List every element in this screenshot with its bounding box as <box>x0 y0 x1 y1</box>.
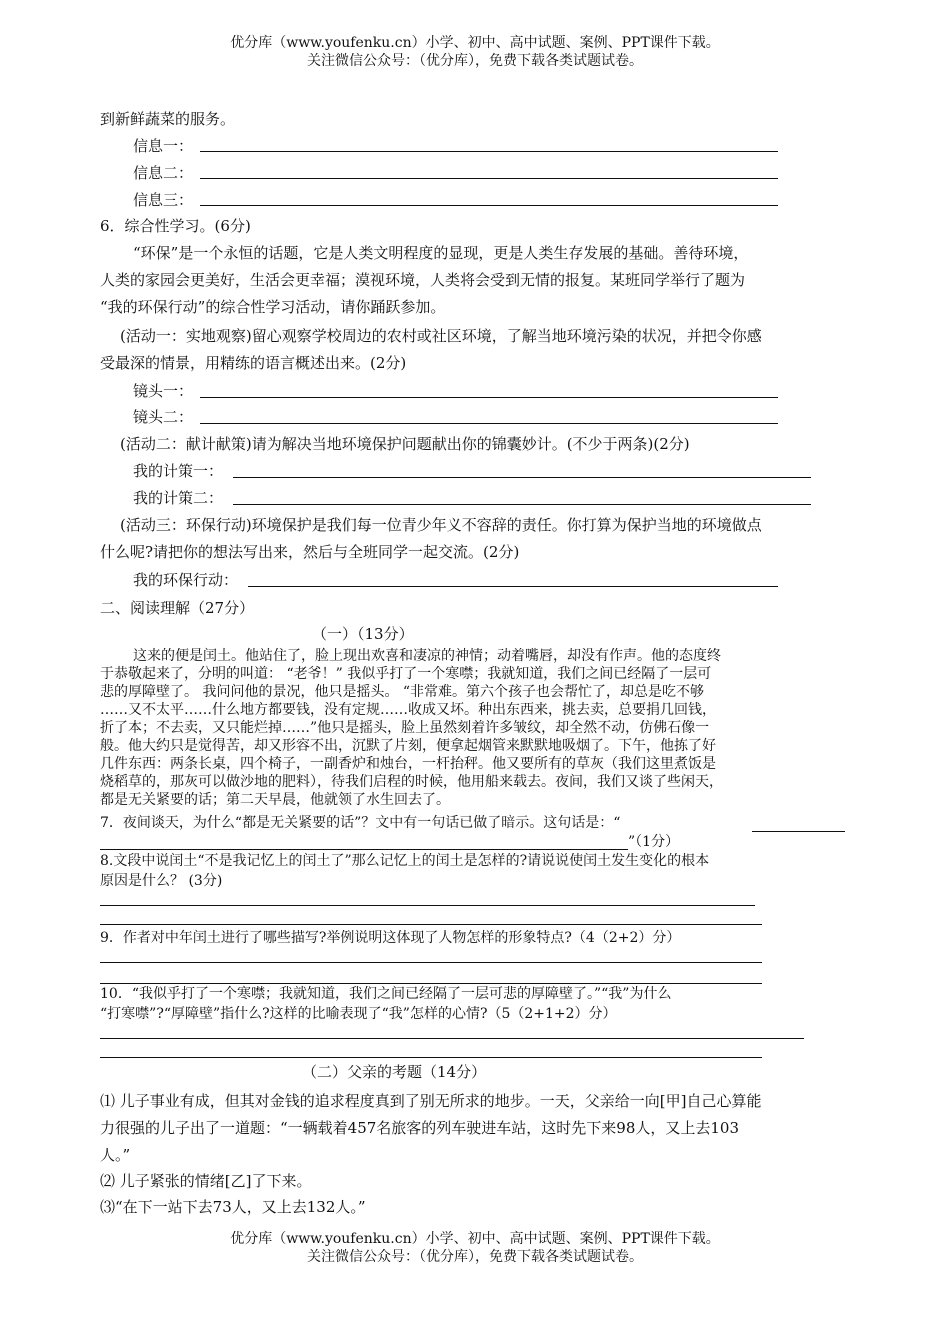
activity1-line: (活动一：实地观察)留心观察学校周边的农村或社区环境，了解当地环境污染的状况，并把令你感 <box>120 327 762 345</box>
activity2-line: (活动二：献计献策)请为解决当地环境保护问题献出你的锦囊妙计。(不少于两条)(2分) <box>120 435 690 453</box>
answer-line <box>200 397 778 398</box>
info-label-2: 信息二： <box>133 164 194 182</box>
answer-line <box>100 905 755 906</box>
q8-line: 原因是什么？ (3分) <box>100 873 223 889</box>
passage-line: ……又不太平……什么地方都要钱，没有定规……收成又坏。种出东西来，挑去卖，总要捐几回钱， <box>100 702 716 718</box>
part2-title: （二）父亲的考题（14分） <box>302 1063 487 1081</box>
answer-line <box>200 151 778 152</box>
q5-tail: 到新鲜蔬菜的服务。 <box>100 110 236 128</box>
passage-line: 般。他大约只是觉得苦，却又形容不出，沉默了片刻，便拿起烟管来默默地吸烟了。下午，他拣了好 <box>100 738 716 754</box>
answer-line <box>100 1057 762 1058</box>
plan-label-1: 我的计策一： <box>133 462 224 480</box>
q6-intro-line: “我的环保行动”的综合性学习活动，请你踊跃参加。 <box>100 298 446 316</box>
activity3-line: 什么呢?请把你的想法写出来，然后与全班同学一起交流。(2分) <box>100 543 520 561</box>
passage-line: 烧稻草的，那灰可以做沙地的肥料），待我们启程的时候，他用船来载去。夜间，我们又谈了些闲天， <box>100 774 723 790</box>
shot-label-2: 镜头二： <box>133 408 194 426</box>
answer-line <box>100 983 762 984</box>
part2-line: ⑶“在下一站下去73人，又上去132人。” <box>100 1198 366 1216</box>
q10-line: “打寒噤”?“厚障壁”指什么?这样的比喻表现了“我”怎样的心情?（5（2+1+2）分） <box>100 1006 617 1022</box>
q6-intro-line: “环保”是一个永恒的话题，它是人类文明程度的显现，更是人类生存发展的基础。善待环境， <box>133 244 749 262</box>
passage-line: 几件东西：两条长桌，四个椅子，一副香炉和烛台，一杆抬秤。他又要所有的草灰（我们这里煮饭是 <box>100 756 716 772</box>
part2-line: 力很强的儿子出了一道题：“一辆载着457名旅客的列车驶进车站，这时先下来98人，又上去103 <box>100 1119 740 1137</box>
q10-line: 10．“我似乎打了一个寒噤；我就知道，我们之间已经隔了一层可悲的厚障壁了。”“我”为什么 <box>100 986 672 1002</box>
passage-line: 于恭敬起来了，分明的叫道： “老爷！” 我似乎打了一个寒噤；我就知道，我们之间已经隔了一层可 <box>100 666 712 682</box>
q8-line: 8.文段中说闰土“不是我记忆上的闰土了”那么记忆上的闰土是怎样的?请说说使闰土发生变化的根本 <box>100 853 710 869</box>
answer-line <box>752 831 845 832</box>
answer-line <box>248 586 778 587</box>
answer-line <box>233 504 811 505</box>
q7-text: 7．夜间谈天，为什么“都是无关紧要的话”？文中有一句话已做了暗示。这句话是：“ <box>100 815 621 831</box>
answer-line <box>200 205 778 206</box>
passage-line: 这来的便是闰土。他站住了，脸上现出欢喜和凄凉的神情；动着嘴唇，却没有作声。他的态度终 <box>133 648 721 664</box>
footer-line-1: 优分库（www.youfenku.cn）小学、初中、高中试题、案例、PPT课件下载。 <box>230 1231 720 1247</box>
info-label-3: 信息三： <box>133 191 194 209</box>
answer-line <box>233 477 811 478</box>
action-label: 我的环保行动： <box>133 571 239 589</box>
passage-line: 悲的厚障壁了。 我问问他的景况，他只是摇头。 “非常难。第六个孩子也会帮忙了，却总是吃不够 <box>100 684 705 700</box>
footer-line-2: 关注微信公众号：（优分库），免费下载各类试题试卷。 <box>307 1249 643 1265</box>
plan-label-2: 我的计策二： <box>133 489 224 507</box>
answer-line <box>200 178 778 179</box>
answer-line <box>100 962 762 963</box>
answer-line <box>100 849 628 850</box>
activity1-line: 受最深的情景，用精练的语言概述出来。(2分) <box>100 354 407 372</box>
answer-line <box>200 423 778 424</box>
q7-tail: ”（1分） <box>628 834 680 850</box>
header-line-2: 关注微信公众号：（优分库），免费下载各类试题试卷。 <box>307 53 643 69</box>
answer-line <box>100 1038 804 1039</box>
info-label-1: 信息一： <box>133 137 194 155</box>
part2-line: 人。” <box>100 1146 131 1164</box>
part2-line: ⑵ 儿子紧张的情绪[乙]了下来。 <box>100 1172 312 1190</box>
q6-title: 6．综合性学习。(6分) <box>100 217 251 235</box>
activity3-line: (活动三：环保行动)环境保护是我们每一位青少年义不容辞的责任。你打算为保护当地的环境做点 <box>120 516 762 534</box>
part1-title: （一）（13分） <box>312 625 414 643</box>
section2-title: 二、阅读理解（27分） <box>100 599 255 617</box>
part2-line: ⑴ 儿子事业有成，但其对金钱的追求程度真到了别无所求的地步。一天，父亲给一向[甲]自己心算能 <box>100 1092 762 1110</box>
shot-label-1: 镜头一： <box>133 382 194 400</box>
passage-line: 折了本；不去卖，又只能烂掉……”他只是摇头，脸上虽然刻着许多皱纹，却全然不动，仿佛石像一 <box>100 720 710 736</box>
header-line-1: 优分库（www.youfenku.cn）小学、初中、高中试题、案例、PPT课件下载。 <box>230 35 720 51</box>
q9-text: 9．作者对中年闰土进行了哪些描写?举例说明这体现了人物怎样的形象特点?（4（2+2）分） <box>100 930 681 946</box>
q6-intro-line: 人类的家园会更美好，生活会更幸福；漠视环境，人类将会受到无情的报复。某班同学举行了题为 <box>100 271 746 289</box>
answer-line <box>100 924 762 925</box>
passage-line: 都是无关紧要的话；第二天早晨，他就领了水生回去了。 <box>100 792 450 808</box>
